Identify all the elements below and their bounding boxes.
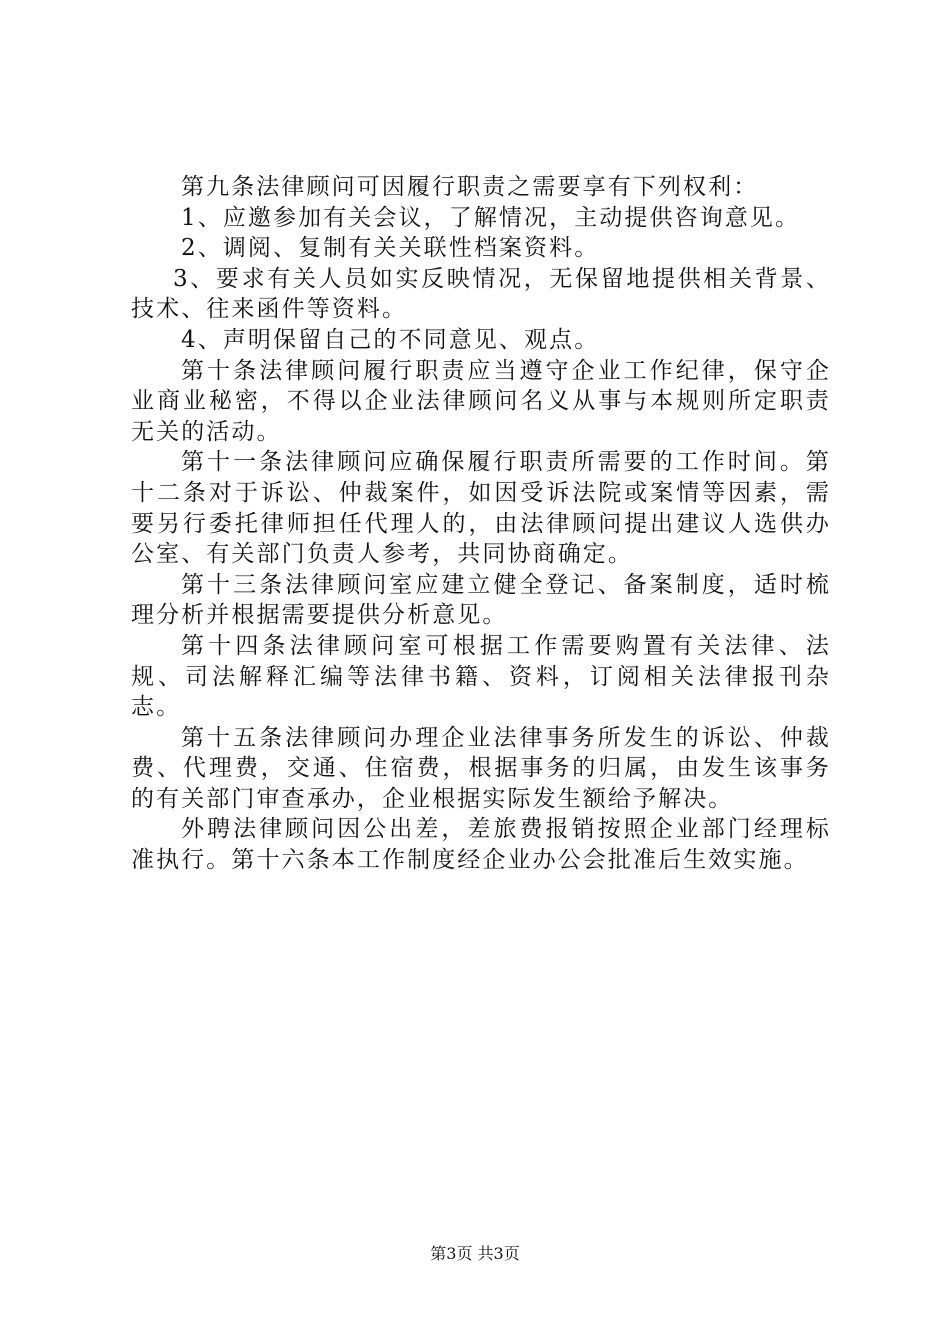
- paragraph-article-10: 第十条法律顾问履行职责应当遵守企业工作纪律，保守企业商业秘密，不得以企业法律顾问名义从事与本规则所定职责无关的活动。: [131, 357, 831, 445]
- paragraph-article-14: 第十四条法律顾问室可根据工作需要购置有关法律、法规、司法解释汇编等法律书籍、资料，订阅相关法律报刊杂志。: [131, 632, 831, 721]
- paragraph-item-3: 3、要求有关人员如实反映情况，无保留地提供相关背景、技术、往来函件等资料。: [131, 265, 831, 323]
- paragraph-article-15: 第十五条法律顾问办理企业法律事务所发生的诉讼、仲裁费、代理费，交通、住宿费，根据事务的归属，由发生该事务的有关部门审查承办，企业根据实际发生额给予解决。: [131, 724, 831, 812]
- paragraph-article-13: 第十三条法律顾问室应建立健全登记、备案制度，适时梳理分析并根据需要提供分析意见。: [131, 571, 831, 629]
- paragraph-item-2: 2、调阅、复制有关关联性档案资料。: [181, 235, 600, 262]
- paragraph-article-16: 外聘法律顾问因公出差，差旅费报销按照企业部门经理标准执行。第十六条本工作制度经企业办公会批准后生效实施。: [131, 816, 831, 874]
- document-body: [131, 172, 831, 876]
- paragraph-item-4: 4、声明保留自己的不同意见、观点。: [181, 326, 600, 353]
- paragraph-item-1: 1、应邀参加有关会议，了解情况，主动提供咨询意见。: [181, 204, 801, 231]
- paragraph-article-11-12: 第十一条法律顾问应确保履行职责所需要的工作时间。第十二条对于诉讼、仲裁案件，如因受诉法院或案情等因素，需要另行委托律师担任代理人的，由法律顾问提出建议人选供办公室、有关部门负责人参考，共同协商确定。: [131, 449, 831, 568]
- page-number-label: 第3页 共3页: [430, 1244, 520, 1263]
- page-footer: [0, 1241, 950, 1264]
- paragraph-article-9: 第九条法律顾问可因履行职责之需要享有下列权利：: [181, 174, 759, 200]
